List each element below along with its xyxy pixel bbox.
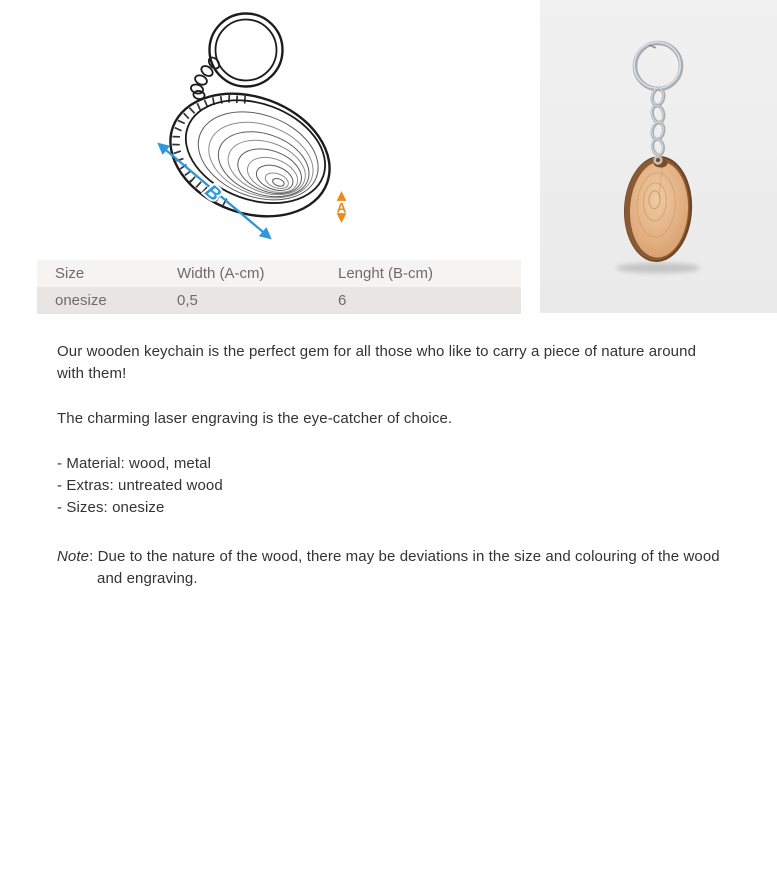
product-description [57,341,720,590]
note-text: : Due to the nature of the wood, there may be deviations in the size and colouring of the wood and engraving. [89,547,720,588]
description-paragraph-1: Our wooden keychain is the perfect gem for all those who like to carry a piece of nature around with them! [57,343,697,383]
size-table [37,260,521,314]
width-cell: 0,5 [177,292,198,309]
note-paragraph [57,546,729,591]
note-label: Note [57,547,90,565]
key-ring-icon [210,14,283,87]
keychain-sketch [0,0,540,260]
chain-icon [190,55,222,99]
length-label: B [200,180,225,206]
size-table-header: Width (A-cm) [177,265,265,282]
size-table-header: Size [55,265,85,282]
wooden-keychain-photo [540,0,777,313]
width-label: A [336,200,347,216]
spec-item-sizes: - Sizes: onesize [57,499,165,517]
size-table-header-row [37,260,521,287]
size-table-header: Lenght (B-cm) [338,265,434,282]
size-diagram [0,0,540,260]
size-table-row [37,287,521,314]
description-paragraph-2: The charming laser engraving is the eye-catcher of choice. [57,410,453,428]
length-arrow-b [160,145,269,237]
product-photo[interactable] [540,0,777,313]
wood-slice-sketch [153,72,347,237]
size-cell: onesize [55,292,107,309]
length-cell: 6 [338,292,347,309]
drop-shadow [616,263,700,273]
spec-item-extras: - Extras: untreated wood [57,477,223,495]
width-arrow-a [337,194,347,220]
spec-list [57,453,713,520]
spec-item-material: - Material: wood, metal [57,454,212,472]
